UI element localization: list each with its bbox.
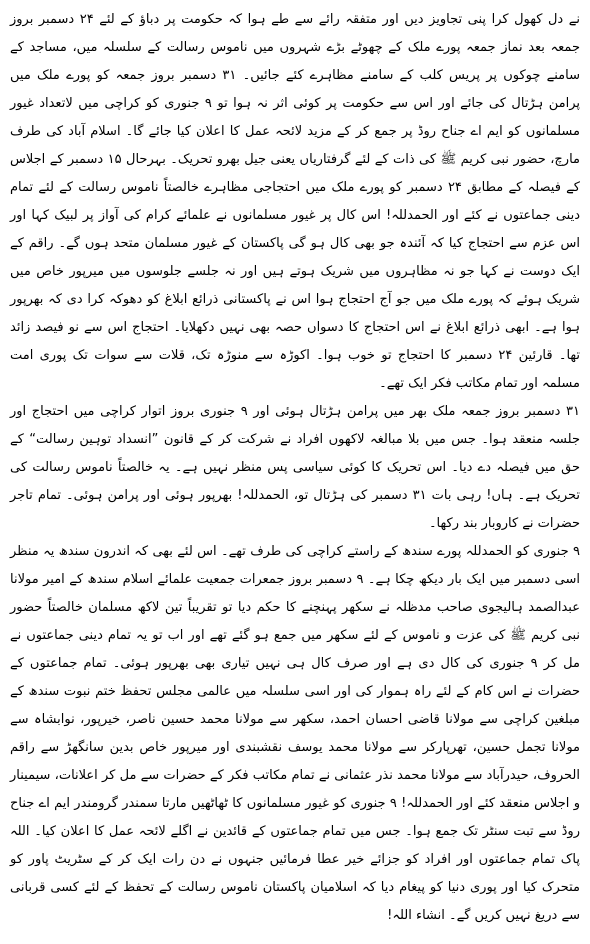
paragraph: نے دل کھول کرا پنی تجاویز دیں اور متفقہ رائے سے طے ہوا کہ حکومت پر دباؤ کے لئے ۲۴ دسمبر بروز جمعہ بعد نماز جمعہ پورے ملک کے چھوٹے بڑے شہروں میں ناموس رسالت کے سلسلہ میں، مساجد کے سامنے چوکوں پر پریس کلب کے سامنے مظاہرے کئے جائیں۔ ۳۱ دسمبر بروز جمعہ کو پورے ملک میں پرامن ہڑتال کی جائے اور اس سے حکومت پر کوئی اثر نہ ہوا تو ۹ جنوری کو کراچی میں لاتعداد غیور مسلمانوں کو ایم اے جناح روڈ پر جمع کر کے مزید لائحہ عمل کا اعلان کیا جائے گا۔ اسلام آباد کی طرف مارچ، حضور نبی کریم ﷺ کی ذات کے لئے گرفتاریاں یعنی جیل بھرو تحریک۔ بہرحال ۱۵ دسمبر کے اجلاس کے فیصلہ کے مطابق ۲۴ دسمبر کو پورے ملک میں احتجاجی مظاہرے خالصتاً ناموس رسالت کے لئے تمام دینی جماعتوں نے کئے اور الحمدللہ! اس کال پر غیور مسلمانوں نے علمائے کرام کی آواز پر لبیک کہا اور اس عزم سے احتجاج کیا کہ آئندہ جو بھی کال ہو گی پاکستان کے غیور مسلمان متحد ہوں گے۔ راقم کے ایک دوست نے کہا جو نہ مظاہروں میں شریک ہوتے ہیں اور نہ جلسے جلوسوں میں میرپور خاص میں شریک ہوئے کہ پورے ملک میں جو آج احتجاج ہوا اس نے پاکستانی ذرائع ابلاغ کو دھوکہ کرا دی کہ بھرپور ہوا ہے۔ ابھی ذرائع ابلاغ نے اس احتجاج کا دسواں حصہ بھی نہیں دکھلایا۔ احتجاج اس سے نو فیصد زائد تھا۔ قارئین ۲۴ دسمبر کا احتجاج تو خوب ہوا۔ اکوڑہ سے منوڑہ تک، قلات سے سوات تک پوری امت مسلمہ اور تمام مکاتب فکر ایک تھے۔	[10, 12, 581, 391]
paragraph: ۳۱ دسمبر بروز جمعہ ملک بھر میں پرامن ہڑتال ہوئی اور ۹ جنوری بروز اتوار کراچی میں احتجاج اور جلسہ منعقد ہوا۔ جس میں بلا مبالغہ لاکھوں افراد نے شرکت کر کے قانون ”انسداد توہین رسالت“ کے حق میں فیصلہ دے دیا۔ اس تحریک کا کوئی سیاسی پس منظر نہیں ہے۔ یہ خالصتاً ناموس رسالت کی تحریک ہے۔ ہاں! رہی بات ۳۱ دسمبر کی ہڑتال تو، الحمدللہ! بھرپور ہوئی اور پرامن ہوئی۔ تمام تاجر حضرات نے کاروبار بند رکھا۔	[10, 404, 580, 531]
paragraph: ۹ جنوری کو الحمدللہ پورے سندھ کے راستے کراچی کی طرف تھے۔ اس لئے بھی کہ اندرون سندھ یہ منظر اسی دسمبر میں ایک بار دیکھ چکا ہے۔ ۹ دسمبر بروز جمعرات جمعیت علمائے اسلام سندھ کے امیر مولانا عبدالصمد ہالیجوی صاحب مدظلہ نے سکھر پہنچنے کا حکم دیا تو تقریباً تین لاکھ مسلمان خالصتاً حضور نبی کریم ﷺ کی عزت و ناموس کے لئے سکھر میں جمع ہو گئے تھے اور اب تو یہ تمام دینی جماعتوں نے مل کر ۹ جنوری کی کال دی ہے اور صرف کال ہی نہیں تیاری بھی بھرپور ہوئی۔ تمام جماعتوں کے حضرات نے اس کام کے لئے راہ ہموار کی اور اسی سلسلہ میں عالمی مجلس تحفظ ختم نبوت سندھ کے مبلغین کراچی سے مولانا قاضی احسان احمد، سکھر سے مولانا محمد حسین ناصر، خیرپور، نوابشاہ سے مولانا تجمل حسین، تھرپارکر سے مولانا محمد یوسف نقشبندی اور میرپور خاص بدین سانگھڑ سے راقم الحروف، حیدرآباد سے مولانا محمد نذر عثمانی نے تمام مکاتب فکر کے حضرات سے مل کر اعلانات، سیمینار و اجلاس منعقد کئے اور الحمدللہ! ۹ جنوری کو غیور مسلمانوں کا ٹھاٹھیں مارتا سمندر گرومندر ایم اے جناح روڈ سے تبت سنٹر تک جمع ہوا۔ جس میں تمام جماعتوں کے قائدین نے اگلے لائحہ عمل کا اعلان کیا۔ اللہ پاک تمام جماعتوں اور افراد کو جزائے خیر عطا فرمائیں جنہوں نے دن رات ایک کر کے سٹریٹ پاور کو متحرک کیا اور پوری دنیا کو پیغام دیا کہ اسلامیان پاکستان ناموس رسالت کے تحفظ کے لئے کسی قربانی سے دریغ نہیں کریں گے۔ انشاء اللہ!	[10, 544, 580, 923]
article-body	[10, 6, 580, 930]
